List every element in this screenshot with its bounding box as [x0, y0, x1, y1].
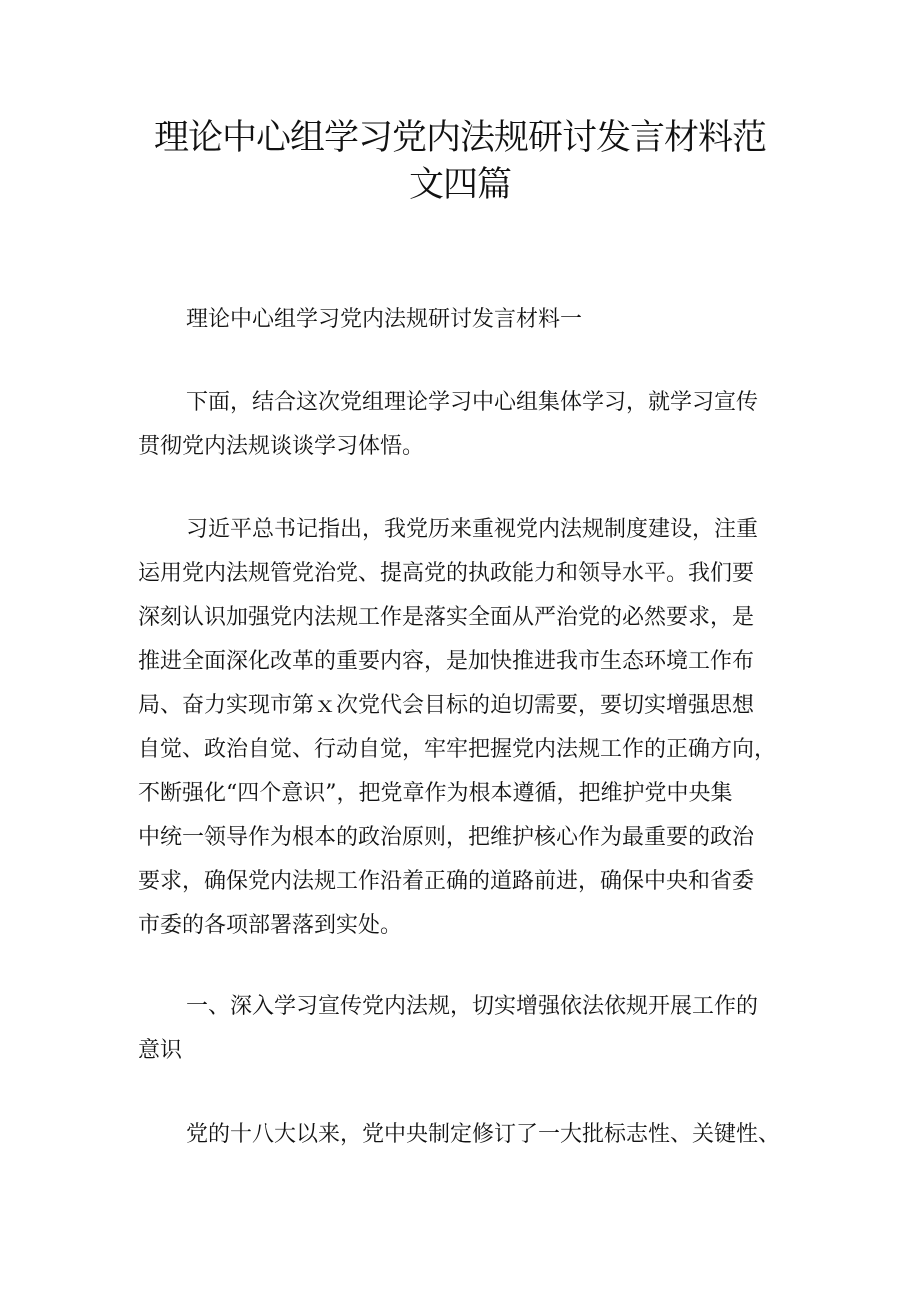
last-paragraph [138, 1113, 783, 1157]
paragraph-line: 一、深入学习宣传党内法规，切实增强依法依规开展工作的 [186, 994, 759, 1019]
paragraph-line: 自觉、政治自觉、行动自觉，牢牢把握党内法规工作的正确方向， [138, 737, 777, 762]
paragraph-line: 意识 [138, 1038, 183, 1063]
paragraph-line: 不断强化“四个意识”，把党章作为根本遵循，把维护党中央集 [138, 781, 733, 806]
document-title-line-1: 理论中心组学习党内法规研讨发言材料范 [153, 118, 766, 158]
paragraph-line: 贯彻党内法规谈谈学习体悟。 [138, 434, 425, 459]
paragraph-line: 中统一领导作为根本的政治原则，把维护核心作为最重要的政治 [138, 825, 755, 850]
section-one-heading [138, 985, 783, 1073]
paragraph-line: 要求，确保党内法规工作沿着正确的道路前进，确保中央和省委 [138, 869, 755, 894]
article-subheading [138, 298, 783, 342]
paragraph-line: 局、奋力实现市第ｘ次党代会目标的迫切需要，要切实增强思想 [138, 693, 755, 718]
paragraph-line: 推进全面深化改革的重要内容，是加快推进我市生态环境工作布 [138, 649, 755, 674]
document-title-line-2: 文四篇 [408, 165, 511, 205]
paragraph-line: 党的十八大以来，党中央制定修订了一大批标志性、关键性、 [186, 1122, 781, 1147]
paragraph-line: 市委的各项部署落到实处。 [138, 913, 403, 938]
intro-paragraph [138, 381, 783, 469]
paragraph-line: 运用党内法规管党治党、提高党的执政能力和领导水平。我们要 [138, 561, 755, 586]
subheading-text: 理论中心组学习党内法规研讨发言材料一 [186, 307, 583, 332]
main-paragraph [138, 508, 783, 948]
paragraph-line: 深刻认识加强党内法规工作是落实全面从严治党的必然要求，是 [138, 605, 755, 630]
paragraph-line: 下面，结合这次党组理论学习中心组集体学习，就学习宣传 [186, 390, 759, 415]
paragraph-line: 习近平总书记指出，我党历来重视党内法规制度建设，注重 [186, 517, 759, 542]
